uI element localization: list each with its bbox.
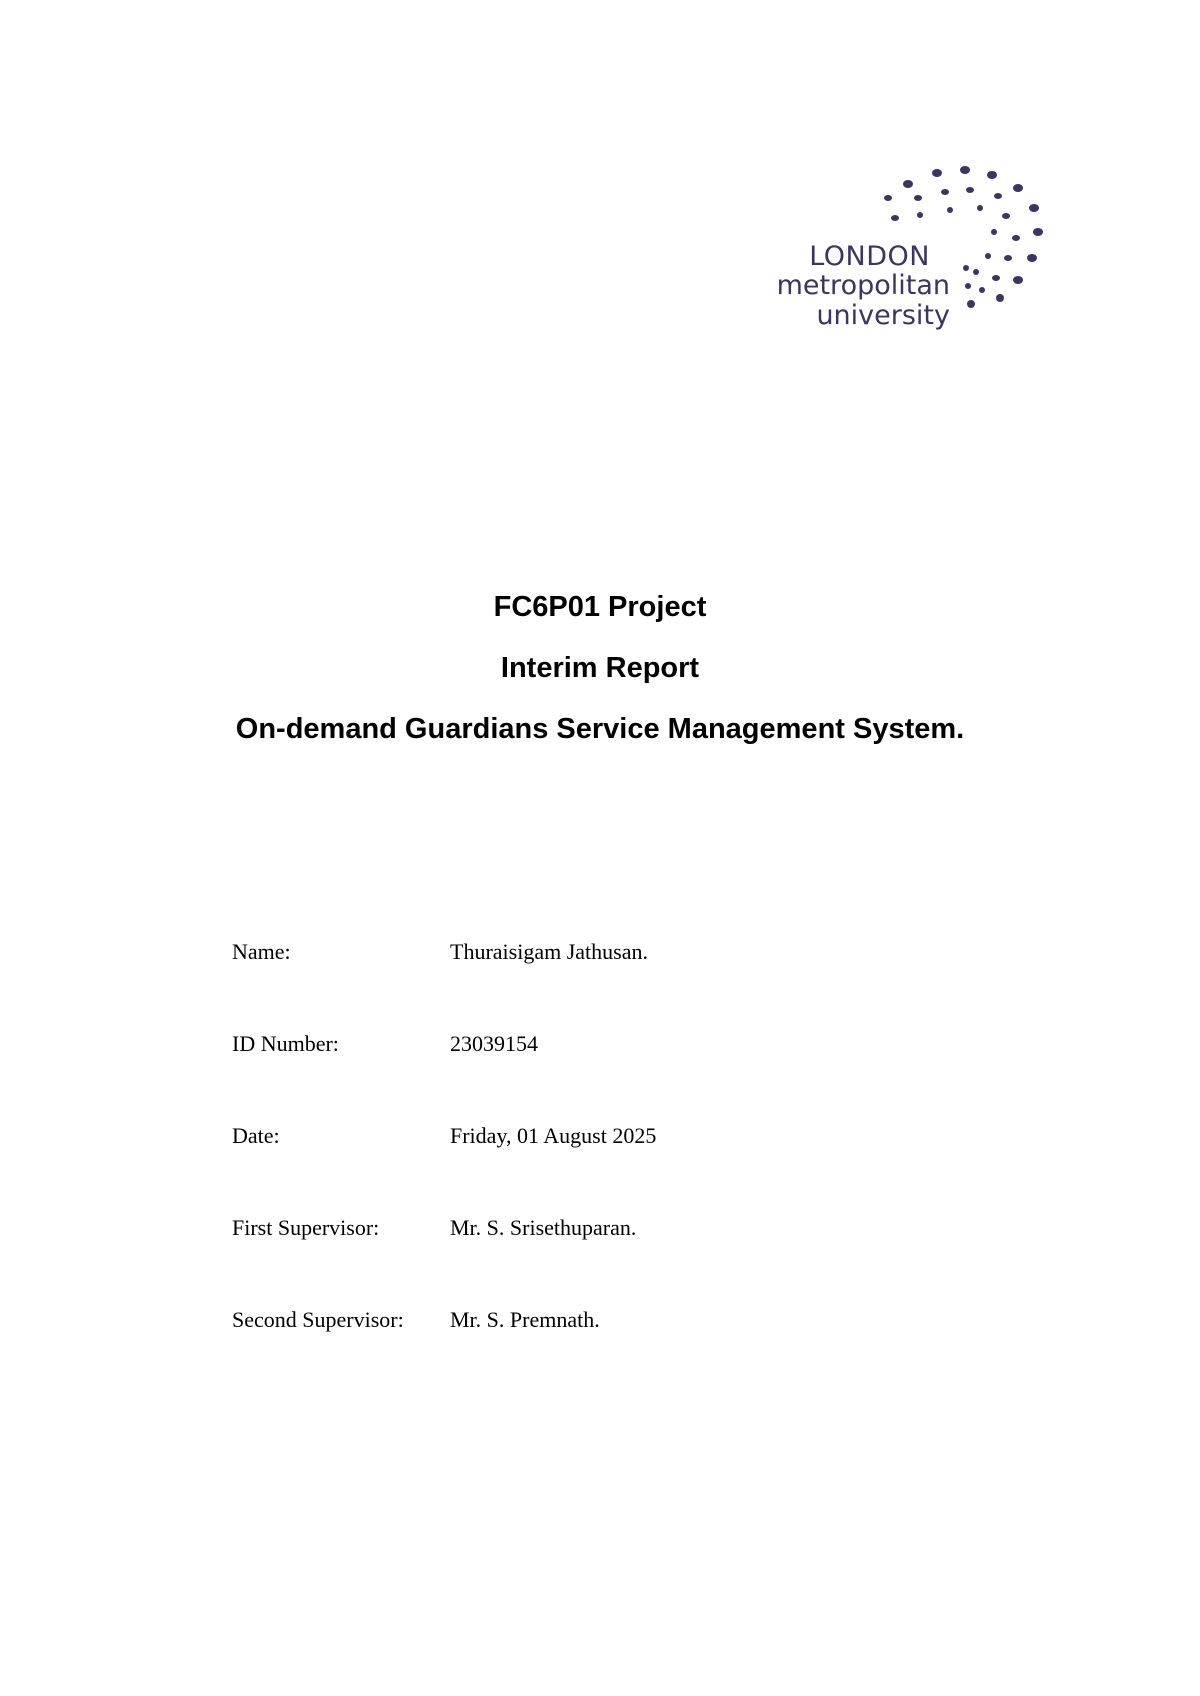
university-logo bbox=[770, 160, 1070, 340]
detail-value: Friday, 01 August 2025 bbox=[450, 1123, 657, 1148]
title-block bbox=[0, 588, 1200, 771]
detail-row-id-number bbox=[232, 1029, 992, 1121]
logo-line-metropolitan: metropolitan bbox=[776, 270, 950, 301]
detail-label: Date: bbox=[232, 1123, 280, 1148]
detail-value: 23039154 bbox=[450, 1031, 538, 1056]
detail-row-second-supervisor bbox=[232, 1305, 992, 1397]
project-title: On-demand Guardians Service Management System. bbox=[235, 713, 965, 745]
student-details bbox=[232, 937, 992, 1397]
logo-line-university: university bbox=[816, 300, 950, 331]
detail-label: Second Supervisor: bbox=[232, 1307, 404, 1332]
course-title: FC6P01 Project bbox=[493, 591, 707, 623]
detail-row-first-supervisor bbox=[232, 1213, 992, 1305]
detail-row-name bbox=[232, 937, 992, 1029]
detail-value: Thuraisigam Jathusan. bbox=[450, 939, 648, 964]
detail-value: Mr. S. Srisethuparan. bbox=[450, 1215, 637, 1240]
detail-label: ID Number: bbox=[232, 1031, 339, 1056]
logo-line-london: LONDON bbox=[809, 241, 930, 272]
detail-label: Name: bbox=[232, 939, 291, 964]
logo-wordmark bbox=[770, 160, 970, 340]
detail-value: Mr. S. Premnath. bbox=[450, 1307, 600, 1332]
detail-label: First Supervisor: bbox=[232, 1215, 380, 1240]
detail-row-date bbox=[232, 1121, 992, 1213]
report-title: Interim Report bbox=[500, 652, 700, 684]
